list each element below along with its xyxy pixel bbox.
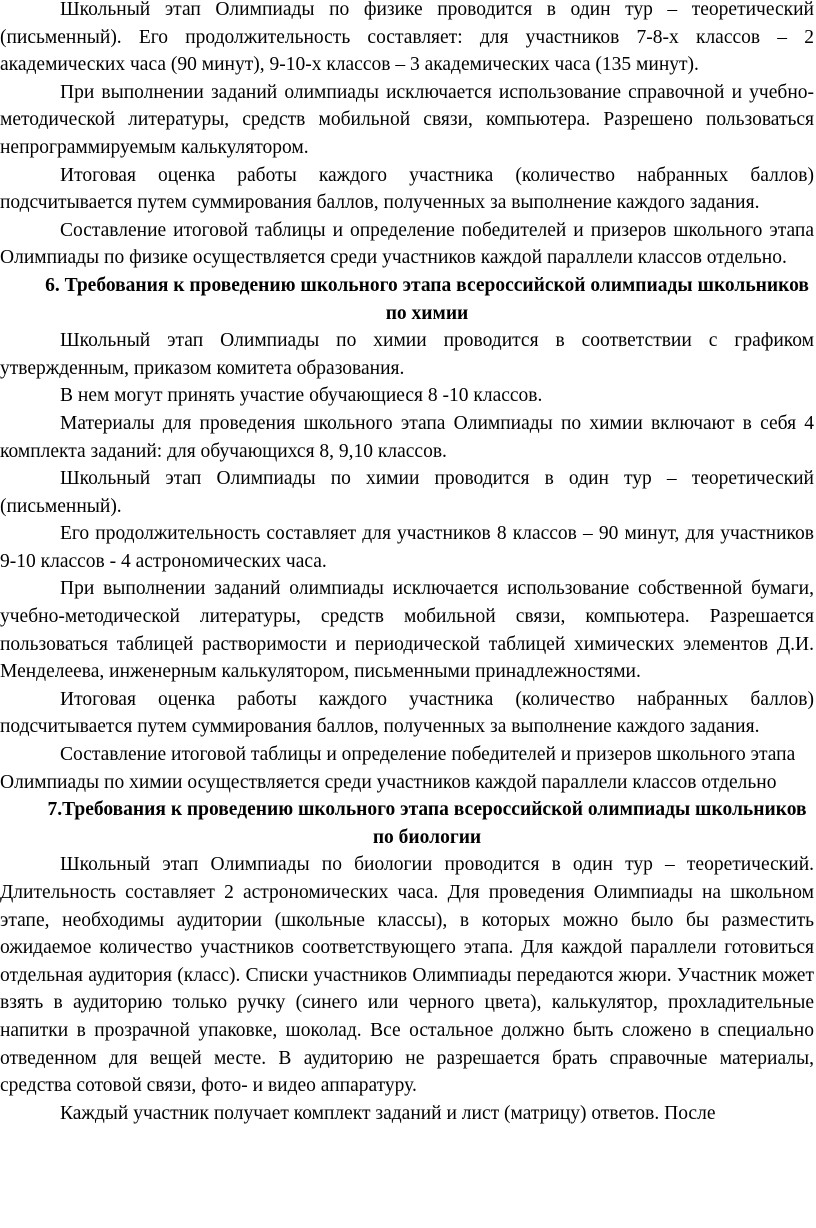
chemistry-paragraph-participants: В нем могут принять участие обучающиеся 8 -10 классов. <box>60 385 543 407</box>
biology-paragraph-materials: Каждый участник получает комплект заданий и лист (матрицу) ответов. После <box>60 1102 716 1124</box>
chemistry-paragraph-scoring: Итоговая оценка работы каждого участника (количество набранных баллов) подсчитывается путем суммирования баллов, полученных за выполнение каждого задания. <box>0 688 814 738</box>
biology-paragraph-format: Школьный этап Олимпиады по биологии проводится в один тур – теоретический. Длительность составляет 2 астрономических часа. Для проведения Олимпиады на школьном этапе, необходимы аудитории (школьные классы), в которых можно было бы разместить ожидаемое количество участников соответствующего этапа. Для каждой параллели готовиться отдельная аудитория (класс). Списки участников Олимпиады передаются жюри. Участник может взять в аудиторию только ручку (синего или черного цвета), калькулятор, прохладительные напитки в прозрачной упаковке, шоколад. Все остальное должно быть сложено в специально отведенном для вещей месте. В аудиторию не разрешается брать справочные материалы, средства сотовой связи, фото- и видео аппаратуру. <box>0 854 814 1097</box>
chemistry-paragraph-materials: Материалы для проведения школьного этапа Олимпиады по химии включают в себя 4 комплекта заданий: для обучающихся 8, 9,10 классов. <box>0 412 814 462</box>
physics-paragraph-scoring: Итоговая оценка работы каждого участника (количество набранных баллов) подсчитывается путем суммирования баллов, полученных за выполнение каждого задания. <box>0 164 814 214</box>
section-6-heading: 6. Требования к проведению школьного этапа всероссийской олимпиады школьников по химии <box>45 274 809 324</box>
chemistry-paragraph-results: Составление итоговой таблицы и определение победителей и призеров школьного этапа Олимпиады по химии осуществляется среди участников каждой параллели классов отдельно <box>0 744 796 793</box>
chemistry-paragraph-duration: Его продолжительность составляет для участников 8 классов – 90 минут, для участников 9-10 классов - 4 астрономических часа. <box>0 523 814 572</box>
physics-paragraph-results: Составление итоговой таблицы и определение победителей и призеров школьного этапа Олимпиады по физике осуществляется среди участников каждой параллели классов отдельно. <box>0 219 814 269</box>
chemistry-paragraph-format: Школьный этап Олимпиады по химии проводится в один тур – теоретический (письменный). <box>0 468 814 517</box>
physics-paragraph-restrictions: При выполнении заданий олимпиады исключается использование справочной и учебно-методической литературы, средств мобильной связи, компьютера. Разрешено пользоваться непрограммируемым калькулятором. <box>0 81 814 158</box>
chemistry-paragraph-restrictions: При выполнении заданий олимпиады исключается использование собственной бумаги, учебно-методической литературы, средств мобильной связи, компьютера. Разрешается пользоваться таблицей растворимости и периодической таблицей химических элементов Д.И. Менделеева, инженерным калькулятором, письменными принадлежностями. <box>0 578 814 683</box>
section-7-heading: 7.Требования к проведению школьного этапа всероссийской олимпиады школьников по биологии <box>47 799 807 848</box>
physics-paragraph-format: Школьный этап Олимпиады по физике проводится в один тур – теоретический (письменный). Его продолжительность составляет: для участников 7-8-х классов – 2 академических часа (90 минут), 9-10-х классов – 3 академических часа (135 минут). <box>0 0 814 76</box>
chemistry-paragraph-schedule: Школьный этап Олимпиады по химии проводится в соответствии с графиком утвержденным, приказом комитета образования. <box>0 330 814 379</box>
